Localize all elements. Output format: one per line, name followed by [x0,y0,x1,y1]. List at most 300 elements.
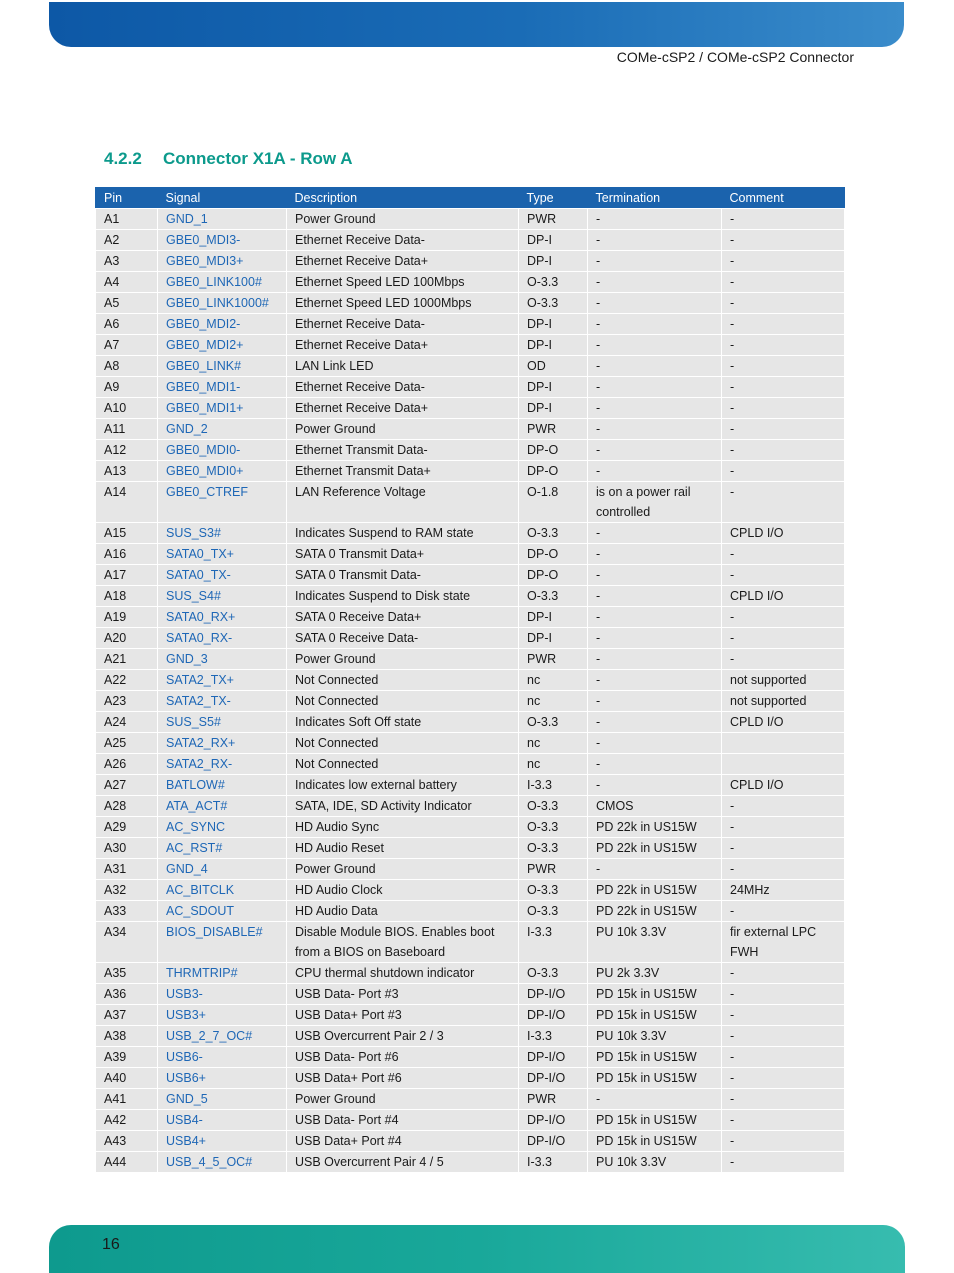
cell-type: O-3.3 [519,963,588,984]
cell-type: DP-I/O [519,1131,588,1152]
footer-bar [49,1225,905,1273]
cell-signal[interactable]: GBE0_MDI0+ [158,461,287,482]
cell-termination: - [588,356,722,377]
cell-comment: - [722,544,845,565]
cell-description: USB Data- Port #4 [287,1110,519,1131]
cell-comment: - [722,293,845,314]
cell-termination: - [588,586,722,607]
cell-description: Not Connected [287,754,519,775]
cell-type: O-3.3 [519,523,588,544]
cell-type: O-3.3 [519,796,588,817]
cell-termination: - [588,775,722,796]
cell-pin: A35 [96,963,158,984]
cell-type: DP-I/O [519,1110,588,1131]
cell-comment: - [722,314,845,335]
table-row [96,607,845,628]
cell-signal[interactable]: GBE0_MDI0- [158,440,287,461]
cell-comment: - [722,251,845,272]
cell-signal[interactable]: USB3+ [158,1005,287,1026]
header-bar [49,2,904,47]
cell-termination: - [588,314,722,335]
table-body [96,209,845,1173]
cell-description: USB Data+ Port #4 [287,1131,519,1152]
cell-comment: - [722,419,845,440]
table-row [96,565,845,586]
cell-termination: PD 22k in US15W [588,901,722,922]
cell-description: Power Ground [287,859,519,880]
cell-type: O-3.3 [519,586,588,607]
cell-comment [722,754,845,775]
table-row [96,712,845,733]
cell-description: Ethernet Receive Data- [287,377,519,398]
cell-pin: A25 [96,733,158,754]
cell-termination: - [588,544,722,565]
cell-pin: A31 [96,859,158,880]
cell-description: Ethernet Receive Data+ [287,398,519,419]
cell-pin: A26 [96,754,158,775]
table-row [96,398,845,419]
section-heading [104,149,353,169]
cell-pin: A30 [96,838,158,859]
cell-pin: A19 [96,607,158,628]
cell-signal[interactable]: SUS_S4# [158,586,287,607]
table-row [96,691,845,712]
cell-type: DP-I [519,251,588,272]
cell-comment: - [722,398,845,419]
cell-signal[interactable]: GND_5 [158,1089,287,1110]
cell-signal[interactable]: THRMTRIP# [158,963,287,984]
table-row [96,1026,845,1047]
cell-signal[interactable]: SATA0_RX+ [158,607,287,628]
cell-pin: A38 [96,1026,158,1047]
table-row [96,838,845,859]
table-row [96,796,845,817]
cell-signal[interactable]: SATA0_RX- [158,628,287,649]
table-row [96,419,845,440]
cell-description: HD Audio Clock [287,880,519,901]
cell-type: DP-I/O [519,1068,588,1089]
cell-comment: - [722,565,845,586]
cell-type: PWR [519,649,588,670]
cell-pin: A11 [96,419,158,440]
cell-pin: A27 [96,775,158,796]
cell-pin: A4 [96,272,158,293]
table-row [96,1089,845,1110]
cell-pin: A29 [96,817,158,838]
table-row [96,754,845,775]
cell-type: nc [519,733,588,754]
cell-description: LAN Reference Voltage [287,482,519,523]
cell-pin: A41 [96,1089,158,1110]
column-header-type: Type [519,188,588,209]
cell-description: SATA 0 Transmit Data+ [287,544,519,565]
cell-description: USB Data- Port #3 [287,984,519,1005]
cell-termination: - [588,335,722,356]
table-row [96,1131,845,1152]
cell-pin: A44 [96,1152,158,1173]
cell-pin: A10 [96,398,158,419]
cell-termination: is on a power rail controlled [588,482,722,523]
cell-signal[interactable]: USB6- [158,1047,287,1068]
cell-comment: CPLD I/O [722,586,845,607]
cell-comment: - [722,440,845,461]
cell-signal[interactable]: SUS_S3# [158,523,287,544]
cell-signal[interactable]: USB_4_5_OC# [158,1152,287,1173]
cell-pin: A43 [96,1131,158,1152]
cell-signal[interactable]: GND_3 [158,649,287,670]
cell-signal[interactable]: GBE0_LINK1000# [158,293,287,314]
cell-pin: A12 [96,440,158,461]
cell-comment: - [722,796,845,817]
cell-termination: PD 22k in US15W [588,817,722,838]
cell-termination: - [588,293,722,314]
cell-termination: PD 15k in US15W [588,984,722,1005]
cell-pin: A32 [96,880,158,901]
cell-termination: PD 15k in US15W [588,1005,722,1026]
cell-type: nc [519,691,588,712]
cell-description: Not Connected [287,670,519,691]
table-row [96,1152,845,1173]
cell-signal[interactable]: SATA0_TX- [158,565,287,586]
cell-pin: A21 [96,649,158,670]
cell-description: CPU thermal shutdown indicator [287,963,519,984]
table-row [96,775,845,796]
cell-pin: A16 [96,544,158,565]
cell-type: I-3.3 [519,775,588,796]
cell-termination: - [588,691,722,712]
cell-comment: - [722,1152,845,1173]
cell-termination: PU 10k 3.3V [588,1152,722,1173]
cell-description: Indicates Suspend to Disk state [287,586,519,607]
cell-pin: A18 [96,586,158,607]
cell-signal[interactable]: GBE0_MDI3- [158,230,287,251]
cell-pin: A23 [96,691,158,712]
cell-comment: - [722,901,845,922]
table-row [96,586,845,607]
cell-signal[interactable]: GND_2 [158,419,287,440]
cell-type: PWR [519,1089,588,1110]
cell-termination: - [588,712,722,733]
cell-signal[interactable]: GBE0_CTREF [158,482,287,523]
cell-description: Ethernet Receive Data- [287,314,519,335]
cell-type: DP-O [519,440,588,461]
cell-comment: - [722,1089,845,1110]
cell-signal[interactable]: GBE0_MDI1- [158,377,287,398]
table-row [96,1047,845,1068]
cell-type: O-3.3 [519,901,588,922]
cell-signal[interactable]: GND_4 [158,859,287,880]
section-number: 4.2.2 [104,149,142,168]
cell-comment: - [722,482,845,523]
cell-signal[interactable]: USB_2_7_OC# [158,1026,287,1047]
cell-description: Ethernet Transmit Data+ [287,461,519,482]
table-row [96,523,845,544]
cell-type: DP-O [519,461,588,482]
section-title: Connector X1A - Row A [163,149,353,168]
table-row [96,733,845,754]
cell-description: HD Audio Reset [287,838,519,859]
cell-termination: PD 22k in US15W [588,838,722,859]
page-number: 16 [102,1236,120,1253]
cell-comment: - [722,377,845,398]
cell-description: USB Overcurrent Pair 2 / 3 [287,1026,519,1047]
cell-type: nc [519,754,588,775]
cell-signal[interactable]: SATA2_TX+ [158,670,287,691]
cell-comment: - [722,461,845,482]
cell-termination: CMOS [588,796,722,817]
cell-type: DP-I [519,377,588,398]
column-header-signal: Signal [158,188,287,209]
table-row [96,922,845,963]
cell-termination: PD 15k in US15W [588,1110,722,1131]
cell-termination: - [588,733,722,754]
cell-comment: - [722,1131,845,1152]
cell-signal[interactable]: BATLOW# [158,775,287,796]
cell-comment: not supported [722,691,845,712]
cell-termination: - [588,440,722,461]
cell-signal[interactable]: BIOS_DISABLE# [158,922,287,963]
cell-type: DP-I/O [519,984,588,1005]
table-row [96,649,845,670]
cell-description: Ethernet Speed LED 100Mbps [287,272,519,293]
table-header-row [96,188,845,209]
cell-description: USB Overcurrent Pair 4 / 5 [287,1152,519,1173]
table-row [96,335,845,356]
cell-description: Ethernet Speed LED 1000Mbps [287,293,519,314]
cell-description: Ethernet Transmit Data- [287,440,519,461]
table-row [96,461,845,482]
cell-description: Power Ground [287,209,519,230]
cell-termination: - [588,209,722,230]
cell-signal[interactable]: GBE0_MDI1+ [158,398,287,419]
cell-termination: - [588,523,722,544]
cell-pin: A22 [96,670,158,691]
table-row [96,670,845,691]
cell-type: DP-I [519,335,588,356]
cell-type: DP-O [519,544,588,565]
cell-signal[interactable]: GND_1 [158,209,287,230]
cell-type: O-1.8 [519,482,588,523]
cell-termination: - [588,628,722,649]
cell-termination: - [588,377,722,398]
cell-description: SATA 0 Transmit Data- [287,565,519,586]
cell-type: DP-I [519,607,588,628]
cell-pin: A5 [96,293,158,314]
cell-description: Ethernet Receive Data+ [287,335,519,356]
cell-comment: - [722,963,845,984]
cell-signal[interactable]: AC_RST# [158,838,287,859]
cell-comment: - [722,607,845,628]
cell-comment: - [722,1047,845,1068]
cell-pin: A3 [96,251,158,272]
cell-termination: - [588,398,722,419]
cell-comment: CPLD I/O [722,523,845,544]
cell-pin: A9 [96,377,158,398]
table-row [96,1068,845,1089]
cell-pin: A17 [96,565,158,586]
cell-description: SATA 0 Receive Data+ [287,607,519,628]
cell-signal[interactable]: GBE0_MDI2+ [158,335,287,356]
cell-type: O-3.3 [519,712,588,733]
table-row [96,251,845,272]
table-row [96,901,845,922]
cell-comment: - [722,984,845,1005]
cell-termination: PD 15k in US15W [588,1131,722,1152]
table-row [96,628,845,649]
table-row [96,440,845,461]
cell-comment: CPLD I/O [722,712,845,733]
table-row [96,293,845,314]
cell-type: DP-O [519,565,588,586]
cell-termination: - [588,754,722,775]
table-row [96,230,845,251]
cell-comment: - [722,230,845,251]
cell-termination: - [588,230,722,251]
cell-pin: A28 [96,796,158,817]
cell-type: DP-I/O [519,1005,588,1026]
cell-description: USB Data+ Port #3 [287,1005,519,1026]
cell-description: Not Connected [287,691,519,712]
cell-signal[interactable]: GBE0_LINK100# [158,272,287,293]
cell-type: I-3.3 [519,922,588,963]
cell-comment: - [722,209,845,230]
cell-description: Indicates Soft Off state [287,712,519,733]
cell-termination: PD 15k in US15W [588,1068,722,1089]
cell-comment: - [722,628,845,649]
cell-type: OD [519,356,588,377]
table-row [96,984,845,1005]
cell-type: DP-I [519,230,588,251]
cell-description: Indicates low external battery [287,775,519,796]
cell-pin: A37 [96,1005,158,1026]
cell-signal[interactable]: SATA2_TX- [158,691,287,712]
cell-comment: - [722,272,845,293]
cell-signal[interactable]: GBE0_MDI3+ [158,251,287,272]
cell-termination: PD 22k in US15W [588,880,722,901]
column-header-comment: Comment [722,188,845,209]
cell-comment: - [722,1005,845,1026]
cell-comment: - [722,1026,845,1047]
column-header-description: Description [287,188,519,209]
cell-pin: A7 [96,335,158,356]
cell-pin: A34 [96,922,158,963]
cell-pin: A20 [96,628,158,649]
cell-comment: - [722,838,845,859]
cell-pin: A2 [96,230,158,251]
cell-signal[interactable]: USB4+ [158,1131,287,1152]
pinout-table [95,187,845,1173]
cell-pin: A36 [96,984,158,1005]
cell-signal[interactable]: ATA_ACT# [158,796,287,817]
cell-comment: - [722,1068,845,1089]
cell-description: Ethernet Receive Data+ [287,251,519,272]
cell-comment: - [722,817,845,838]
cell-pin: A6 [96,314,158,335]
table-row [96,314,845,335]
table-row [96,1005,845,1026]
column-header-pin: Pin [96,188,158,209]
table-row [96,209,845,230]
cell-signal[interactable]: AC_SDOUT [158,901,287,922]
cell-description: HD Audio Sync [287,817,519,838]
cell-type: DP-I [519,628,588,649]
cell-description: Power Ground [287,649,519,670]
table-row [96,817,845,838]
cell-signal[interactable]: USB3- [158,984,287,1005]
cell-type: DP-I [519,314,588,335]
cell-type: I-3.3 [519,1152,588,1173]
cell-signal[interactable]: SUS_S5# [158,712,287,733]
cell-termination: - [588,419,722,440]
cell-signal[interactable]: AC_SYNC [158,817,287,838]
cell-pin: A15 [96,523,158,544]
cell-comment [722,733,845,754]
cell-description: LAN Link LED [287,356,519,377]
table-row [96,544,845,565]
cell-termination: - [588,607,722,628]
cell-description: Not Connected [287,733,519,754]
cell-termination: - [588,1089,722,1110]
cell-signal[interactable]: SATA2_RX- [158,754,287,775]
cell-signal[interactable]: USB6+ [158,1068,287,1089]
cell-type: I-3.3 [519,1026,588,1047]
table-row [96,859,845,880]
cell-termination: - [588,461,722,482]
cell-signal[interactable]: SATA0_TX+ [158,544,287,565]
cell-description: Power Ground [287,1089,519,1110]
cell-pin: A13 [96,461,158,482]
table-row [96,377,845,398]
cell-signal[interactable]: USB4- [158,1110,287,1131]
cell-comment: 24MHz [722,880,845,901]
cell-pin: A24 [96,712,158,733]
cell-termination: - [588,251,722,272]
table-row [96,482,845,523]
cell-pin: A40 [96,1068,158,1089]
table-row [96,1110,845,1131]
cell-pin: A8 [96,356,158,377]
cell-signal[interactable]: SATA2_RX+ [158,733,287,754]
cell-termination: - [588,272,722,293]
cell-comment: not supported [722,670,845,691]
cell-comment: - [722,859,845,880]
cell-signal[interactable]: GBE0_LINK# [158,356,287,377]
cell-signal[interactable]: AC_BITCLK [158,880,287,901]
cell-description: Ethernet Receive Data- [287,230,519,251]
cell-pin: A42 [96,1110,158,1131]
cell-type: PWR [519,209,588,230]
cell-description: Indicates Suspend to RAM state [287,523,519,544]
cell-termination: PD 15k in US15W [588,1047,722,1068]
cell-termination: PU 10k 3.3V [588,1026,722,1047]
cell-description: Power Ground [287,419,519,440]
cell-type: DP-I [519,398,588,419]
cell-pin: A39 [96,1047,158,1068]
cell-comment: - [722,335,845,356]
cell-termination: - [588,565,722,586]
cell-description: USB Data+ Port #6 [287,1068,519,1089]
cell-description: HD Audio Data [287,901,519,922]
cell-pin: A33 [96,901,158,922]
cell-type: O-3.3 [519,817,588,838]
cell-comment: - [722,356,845,377]
cell-comment: CPLD I/O [722,775,845,796]
cell-description: Disable Module BIOS. Enables boot from a BIOS on Baseboard [287,922,519,963]
cell-pin: A1 [96,209,158,230]
cell-comment: fir external LPC FWH [722,922,845,963]
cell-signal[interactable]: GBE0_MDI2- [158,314,287,335]
cell-description: SATA 0 Receive Data- [287,628,519,649]
